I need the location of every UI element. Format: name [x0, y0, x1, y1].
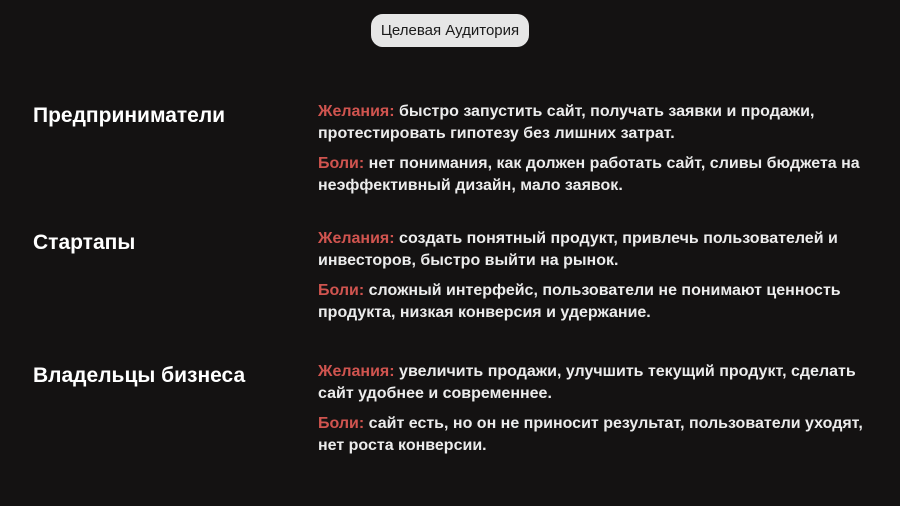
pains-label: Боли:	[318, 282, 365, 299]
pains-text: нет понимания, как должен работать сайт, сливы бюджета на неэффективный дизайн, мало заявок.	[318, 155, 860, 194]
wants-paragraph	[318, 101, 866, 145]
segment-description	[318, 228, 866, 332]
wants-text: увеличить продажи, улучшить текущий продукт, сделать сайт удобнее и современнее.	[318, 363, 856, 402]
segment-title: Владельцы бизнеса	[33, 364, 246, 387]
wants-paragraph	[318, 228, 866, 272]
pains-text: сайт есть, но он не приносит результат, пользователи уходят, нет роста конверсии.	[318, 415, 863, 454]
pains-paragraph	[318, 413, 866, 457]
pains-label: Боли:	[318, 155, 365, 172]
target-audience-badge	[371, 14, 529, 47]
wants-text: быстро запустить сайт, получать заявки и продажи, протестировать гипотезу без лишних затрат.	[318, 103, 815, 142]
pains-label: Боли:	[318, 415, 365, 432]
wants-label: Желания:	[318, 363, 395, 380]
segment-description	[318, 101, 866, 205]
pains-paragraph	[318, 280, 866, 324]
segment-title: Предприниматели	[33, 104, 226, 127]
pains-paragraph	[318, 153, 866, 197]
segment-title: Стартапы	[33, 231, 136, 254]
pains-text: сложный интерфейс, пользователи не понимают ценность продукта, низкая конверсия и удержание.	[318, 282, 841, 321]
wants-text: создать понятный продукт, привлечь пользователей и инвесторов, быстро выйти на рынок.	[318, 230, 838, 269]
wants-label: Желания:	[318, 103, 395, 120]
wants-label: Желания:	[318, 230, 395, 247]
badge-label: Целевая Аудитория	[380, 22, 520, 39]
wants-paragraph	[318, 361, 866, 405]
segment-description	[318, 361, 866, 465]
